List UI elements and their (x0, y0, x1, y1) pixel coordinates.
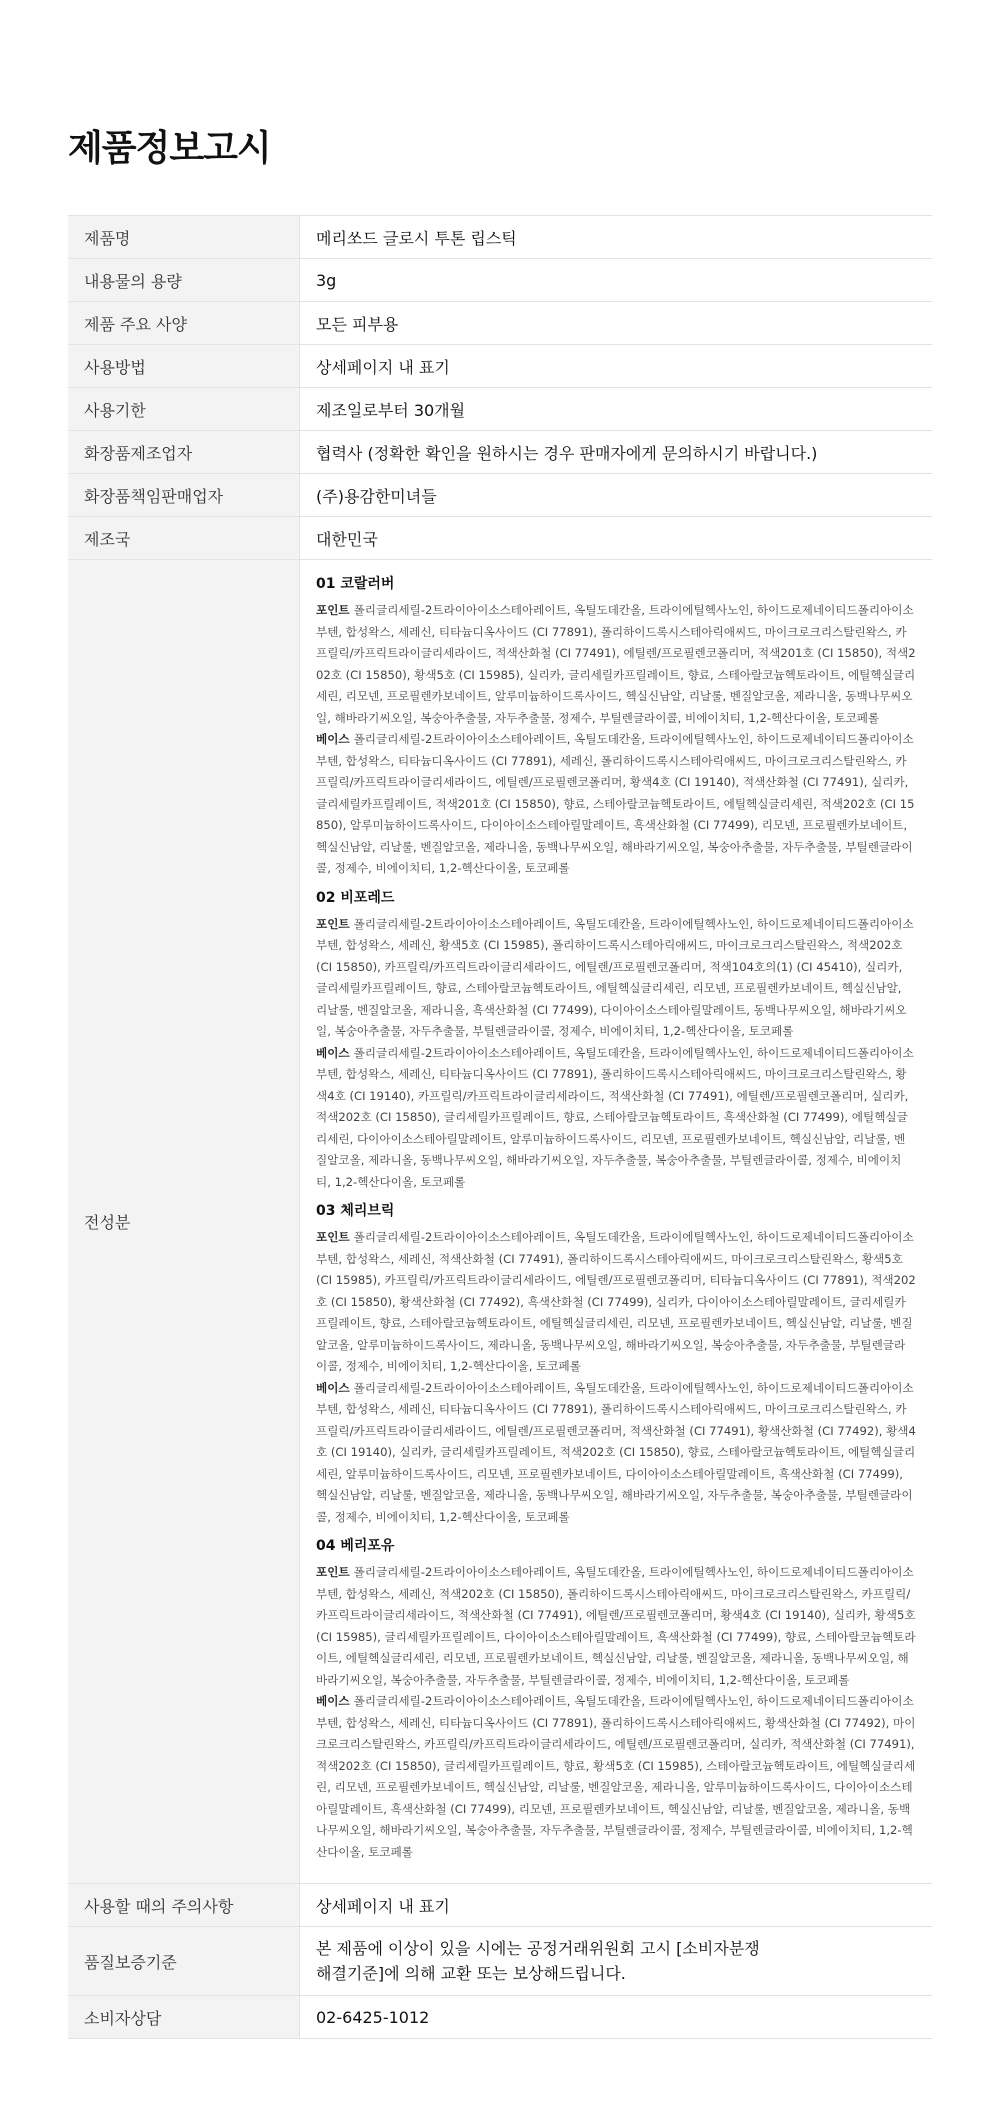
shade-title: 01 코랄러버 (316, 576, 395, 592)
quality-label: 품질보증기준 (68, 1927, 300, 1996)
table-row (68, 1927, 932, 1996)
quality-line-2: 해결기준]에 의해 교환 또는 보상해드립니다. (316, 1964, 626, 1983)
ingredients-row (68, 560, 932, 1884)
row-label: 화장품책임판매업자 (68, 474, 300, 517)
row-label: 화장품제조업자 (68, 431, 300, 474)
row-value: 제조일로부터 30개월 (300, 388, 933, 431)
point-ingredients (316, 600, 916, 729)
point-ingredients-text: 폴리글리세릴-2트라이아이소스테아레이트, 옥틸도데칸올, 트라이에틸헥사노인, 하이드로제네이티드폴리아이소부텐, 합성왁스, 세레신, 티타늄디옥사이드 (CI 77891), 폴리하이드록시스테아릭애씨드, 마이크로크리스탈린왁스, 카프릴릭/카프릭트라이글리세라이드, 적색산화철 (CI 77491), 에틸렌/프로필렌코폴리머, 적색201호 (CI 15850), 적색202호 (CI 15850), 황색5호 (CI 15985), 실리카, 글리세릴카프릴레이트, 향료, 스테아랄코늄헥토라이트, 에틸헥실글리세린, 리모넨, 프로필렌카보네이트, 알루미늄하이드록사이드, 헥실신남알, 리날룰, 벤질알코올, 제라니올, 동백나무씨오일, 해바라기씨오일, 복숭아추출물, 자두추출물, 정제수, 부틸렌글라이콜, 비에이치티, 1,2-헥산다이올, 토코페롤 (316, 603, 916, 725)
shade-block (316, 572, 916, 880)
point-label: 포인트 (316, 1565, 350, 1579)
row-label: 제조국 (68, 517, 300, 560)
table-row (68, 345, 932, 388)
table-row (68, 259, 932, 302)
row-value: 3g (300, 259, 933, 302)
row-value: 모든 피부용 (300, 302, 933, 345)
point-ingredients-text: 폴리글리세릴-2트라이아이소스테아레이트, 옥틸도데칸올, 트라이에틸헥사노인, 하이드로제네이티드폴리아이소부텐, 합성왁스, 세레신, 황색5호 (CI 15985), 폴리하이드록시스테아릭애씨드, 마이크로크리스탈린왁스, 적색202호 (CI 15850), 카프릴릭/카프릭트라이글리세라이드, 에틸렌/프로필렌코폴리머, 적색104호의(1) (CI 45410), 실리카, 글리세릴카프릴레이트, 향료, 스테아랄코늄헥토라이트, 에틸헥실글리세린, 리모넨, 프로필렌카보네이트, 헥실신남알, 리날룰, 벤질알코올, 제라니올, 흑색산화철 (CI 77499), 다이아이소스테아릴말레이트, 동백나무씨오일, 해바라기씨오일, 복숭아추출물, 자두추출물, 부틸렌글라이콜, 정제수, 비에이치티, 1,2-헥산다이올, 토코페롤 (316, 916, 914, 1038)
base-ingredients (316, 1378, 916, 1529)
row-value: 메리쏘드 글로시 투톤 립스틱 (300, 216, 933, 259)
quality-value (300, 1927, 933, 1996)
row-label: 제품명 (68, 216, 300, 259)
point-ingredients (316, 914, 916, 1043)
row-value: (주)용감한미녀들 (300, 474, 933, 517)
precautions-value: 상세페이지 내 표기 (300, 1884, 933, 1927)
table-row (68, 216, 932, 259)
table-row (68, 1996, 932, 2039)
point-ingredients-text: 폴리글리세릴-2트라이아이소스테아레이트, 옥틸도데칸올, 트라이에틸헥사노인, 하이드로제네이티드폴리아이소부텐, 합성왁스, 세레신, 적색산화철 (CI 77491), 폴리하이드록시스테아릭애씨드, 마이크로크리스탈린왁스, 황색5호 (CI 15985), 카프릴릭/카프릭트라이글리세라이드, 에틸렌/프로필렌코폴리머, 티타늄디옥사이드 (CI 77891), 적색202호 (CI 15850), 황색산화철 (CI 77492), 흑색산화철 (CI 77499), 실리카, 다이아이소스테아릴말레이트, 글리세릴카프릴레이트, 향료, 스테아랄코늄헥토라이트, 에틸헥실글리세린, 리모넨, 프로필렌카보네이트, 헥실신남알, 리날룰, 벤질알코올, 알루미늄하이드록사이드, 제라니올, 동백나무씨오일, 해바라기씨오일, 복숭아추출물, 자두추출물, 부틸렌글라이콜, 정제수, 비에이치티, 1,2-헥산다이올, 토코페롤 (316, 1230, 916, 1373)
precautions-label: 사용할 때의 주의사항 (68, 1884, 300, 1927)
shade-block (316, 1534, 916, 1863)
point-ingredients (316, 1227, 916, 1378)
base-label: 베이스 (316, 1694, 350, 1708)
quality-line-1: 본 제품에 이상이 있을 시에는 공정거래위원회 고시 [소비자분쟁 (316, 1939, 760, 1958)
base-ingredients-text: 폴리글리세릴-2트라이아이소스테아레이트, 옥틸도데칸올, 트라이에틸헥사노인, 하이드로제네이티드폴리아이소부텐, 합성왁스, 티타늄디옥사이드 (CI 77891), 세레신, 폴리하이드록시스테아릭애씨드, 마이크로크리스탈린왁스, 카프릴릭/카프릭트라이글리세라이드, 에틸렌/프로필렌코폴리머, 황색4호 (CI 19140), 적색산화철 (CI 77491), 실리카, 글리세릴카프릴레이트, 적색201호 (CI 15850), 향료, 스테아랄코늄헥토라이트, 에틸헥실글리세린, 적색202호 (CI 15850), 알루미늄하이드록사이드, 다이아이소스테아릴말레이트, 흑색산화철 (CI 77499), 리모넨, 프로필렌카보네이트, 헥실신남알, 리날룰, 벤질알코올, 제라니올, 동백나무씨오일, 해바라기씨오일, 복숭아추출물, 자두추출물, 부틸렌글라이콜, 정제수, 비에이치티, 1,2-헥산다이올, 토코페롤 (316, 732, 915, 875)
row-label: 제품 주요 사양 (68, 302, 300, 345)
row-label: 사용방법 (68, 345, 300, 388)
point-ingredients (316, 1562, 916, 1691)
table-row (68, 474, 932, 517)
row-value: 협력사 (정확한 확인을 원하시는 경우 판매자에게 문의하시기 바랍니다.) (300, 431, 933, 474)
ingredients-label: 전성분 (68, 560, 300, 1884)
point-ingredients-text: 폴리글리세릴-2트라이아이소스테아레이트, 옥틸도데칸올, 트라이에틸헥사노인, 하이드로제네이티드폴리아이소부텐, 합성왁스, 세레신, 적색202호 (CI 15850), 폴리하이드록시스테아릭애씨드, 마이크로크리스탈린왁스, 카프릴릭/카프릭트라이글리세라이드, 적색산화철 (CI 77491), 에틸렌/프로필렌코폴리머, 황색4호 (CI 19140), 실리카, 황색5호 (CI 15985), 글리세릴카프릴레이트, 다이아이소스테아릴말레이트, 흑색산화철 (CI 77499), 향료, 스테아랄코늄헥토라이트, 에틸헥실글리세린, 리모넨, 프로필렌카보네이트, 헥실신남알, 리날룰, 벤질알코올, 제라니올, 동백나무씨오일, 해바라기씨오일, 복숭아추출물, 자두추출물, 부틸렌글라이콜, 정제수, 비에이치티, 1,2-헥산다이올, 토코페롤 (316, 1565, 916, 1687)
base-ingredients-text: 폴리글리세릴-2트라이아이소스테아레이트, 옥틸도데칸올, 트라이에틸헥사노인, 하이드로제네이티드폴리아이소부텐, 합성왁스, 세레신, 티타늄디옥사이드 (CI 77891), 폴리하이드록시스테아릭애씨드, 황색산화철 (CI 77492), 마이크로크리스탈린왁스, 카프릴릭/카프릭트라이글리세라이드, 에틸렌/프로필렌코폴리머, 실리카, 적색산화철 (CI 77491), 적색202호 (CI 15850), 글리세릴카프릴레이트, 향료, 황색5호 (CI 15985), 스테아랄코늄헥토라이트, 에틸헥실글리세린, 리모넨, 프로필렌카보네이트, 헥실신남알, 리날룰, 벤질알코올, 제라니올, 알루미늄하이드록사이드, 다이아이소스테아릴말레이트, 흑색산화철 (CI 77499), 리모넨, 프로필렌카보네이트, 헥실신남알, 리날룰, 벤질알코올, 제라니올, 동백나무씨오일, 해바라기씨오일, 복숭아추출물, 자두추출물, 부틸렌글라이콜, 정제수, 부틸렌글라이콜, 비에이치티, 1,2-헥산다이올, 토코페롤 (316, 1694, 916, 1859)
table-row (68, 302, 932, 345)
table-row (68, 431, 932, 474)
shade-title: 03 체리브릭 (316, 1203, 395, 1219)
table-row (68, 388, 932, 431)
shade-block (316, 886, 916, 1194)
base-label: 베이스 (316, 1045, 350, 1060)
base-label: 베이스 (316, 732, 350, 746)
point-label: 포인트 (316, 1230, 350, 1244)
shade-title: 04 베리포유 (316, 1538, 395, 1554)
base-label: 베이스 (316, 1380, 350, 1395)
point-label: 포인트 (316, 916, 350, 931)
row-value: 상세페이지 내 표기 (300, 345, 933, 388)
shade-block (316, 1199, 916, 1528)
row-label: 사용기한 (68, 388, 300, 431)
table-row (68, 517, 932, 560)
page-title: 제품정보고시 (68, 128, 271, 169)
consumer-label: 소비자상담 (68, 1996, 300, 2039)
base-ingredients (316, 1691, 916, 1863)
row-label: 내용물의 용량 (68, 259, 300, 302)
base-ingredients (316, 1043, 916, 1194)
table-row (68, 1884, 932, 1927)
ingredients-value (300, 560, 933, 1884)
base-ingredients (316, 729, 916, 880)
row-value: 대한민국 (300, 517, 933, 560)
shade-title: 02 비포레드 (316, 889, 395, 906)
base-ingredients-text: 폴리글리세릴-2트라이아이소스테아레이트, 옥틸도데칸올, 트라이에틸헥사노인, 하이드로제네이티드폴리아이소부텐, 합성왁스, 세레신, 티타늄디옥사이드 (CI 77891), 폴리하이드록시스테아릭애씨드, 마이크로크리스탈린왁스, 카프릴릭/카프릭트라이글리세라이드, 에틸렌/프로필렌코폴리머, 적색산화철 (CI 77491), 황색산화철 (CI 77492), 황색4호 (CI 19140), 실리카, 글리세릴카프릴레이트, 적색202호 (CI 15850), 향료, 스테아랄코늄헥토라이트, 에틸헥실글리세린, 알루미늄하이드록사이드, 리모넨, 프로필렌카보네이트, 다이아이소스테아릴말레이트, 흑색산화철 (CI 77499), 헥실신남알, 리날룰, 벤질알코올, 제라니올, 동백나무씨오일, 해바라기씨오일, 자두추출물, 복숭아추출물, 부틸렌글라이콜, 정제수, 비에이치티, 1,2-헥산다이올, 토코페롤 (316, 1380, 916, 1524)
point-label: 포인트 (316, 603, 350, 617)
product-info-table (68, 215, 932, 2039)
base-ingredients-text: 폴리글리세릴-2트라이아이소스테아레이트, 옥틸도데칸올, 트라이에틸헥사노인, 하이드로제네이티드폴리아이소부텐, 합성왁스, 세레신, 티타늄디옥사이드 (CI 77891), 폴리하이드록시스테아릭애씨드, 마이크로크리스탈린왁스, 황색4호 (CI 19140), 카프릴릭/카프릭트라이글리세라이드, 적색산화철 (CI 77491), 에틸렌/프로필렌코폴리머, 실리카, 적색202호 (CI 15850), 글리세릴카프릴레이트, 향료, 스테아랄코늄헥토라이트, 흑색산화철 (CI 77499), 에틸헥실글리세린, 다이아이소스테아릴말레이트, 알루미늄하이드록사이드, 리모넨, 프로필렌카보네이트, 헥실신남알, 리날룰, 벤질알코올, 제라니올, 동백나무씨오일, 해바라기씨오일, 자두추출물, 복숭아추출물, 부틸렌글라이콜, 정제수, 비에이치티, 1,2-헥산다이올, 토코페롤 (316, 1045, 914, 1189)
consumer-phone: 02-6425-1012 (300, 1996, 933, 2039)
